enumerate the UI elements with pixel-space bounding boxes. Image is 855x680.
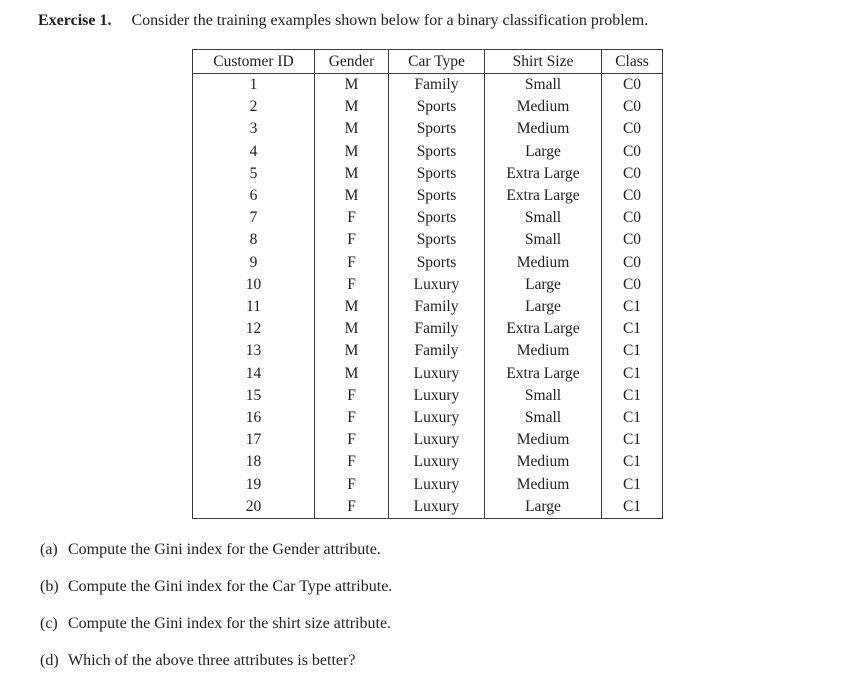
table-cell: 4 <box>249 142 258 160</box>
question-a <box>40 540 855 560</box>
table-cell: Small <box>485 385 602 407</box>
table-header-row <box>193 50 663 74</box>
exercise-label: Exercise 1. <box>38 12 112 29</box>
table-cell: M <box>315 363 389 385</box>
table-row <box>193 296 663 318</box>
table-cell: 19 <box>245 475 262 493</box>
question-label: (d) <box>40 652 59 670</box>
table-cell: F <box>315 207 389 229</box>
table-cell: Luxury <box>389 451 485 473</box>
table-cell: F <box>315 274 389 296</box>
table-cell: C0 <box>602 252 663 274</box>
table-cell: M <box>315 318 389 340</box>
question-label: (b) <box>40 578 59 596</box>
table-cell: M <box>315 141 389 163</box>
table-row <box>193 496 663 519</box>
table-cell: 18 <box>245 453 262 471</box>
table-cell: 14 <box>245 364 262 382</box>
table-cell: C0 <box>602 229 663 251</box>
table-cell: Small <box>485 229 602 251</box>
column-header-gender: Gender <box>315 50 389 74</box>
table-cell: Sports <box>389 252 485 274</box>
table-cell: Extra Large <box>485 185 602 207</box>
table-cell: M <box>315 163 389 185</box>
table-cell: Medium <box>485 252 602 274</box>
table-row <box>193 207 663 229</box>
table-cell: 12 <box>245 320 262 338</box>
table-cell: C0 <box>602 207 663 229</box>
exercise-intro: Consider the training examples shown below for a binary classification problem. <box>131 12 649 29</box>
question-text: Compute the Gini index for the Gender attribute. <box>68 541 381 559</box>
table-cell: 20 <box>245 497 262 515</box>
question-label: (c) <box>40 615 58 633</box>
table-cell: M <box>315 118 389 140</box>
table-cell: Medium <box>485 429 602 451</box>
table-cell: Large <box>485 296 602 318</box>
table-row <box>193 451 663 473</box>
table-cell: Small <box>485 74 602 97</box>
table-cell: C1 <box>602 363 663 385</box>
table-cell: Luxury <box>389 496 485 519</box>
table-cell: Medium <box>485 474 602 496</box>
table-row <box>193 96 663 118</box>
table-cell: Family <box>389 318 485 340</box>
table-cell: F <box>315 229 389 251</box>
table-cell: C1 <box>602 407 663 429</box>
table-cell: 5 <box>249 164 258 182</box>
table-row <box>193 274 663 296</box>
table-cell: 1 <box>249 76 258 93</box>
table-row <box>193 385 663 407</box>
table-cell: C1 <box>602 340 663 362</box>
table-cell: M <box>315 185 389 207</box>
table-cell: C1 <box>602 474 663 496</box>
table-cell: Small <box>485 407 602 429</box>
table-cell: Sports <box>389 141 485 163</box>
table-row <box>193 340 663 362</box>
table-cell: Luxury <box>389 274 485 296</box>
question-label: (a) <box>40 541 58 559</box>
table-cell: C1 <box>602 385 663 407</box>
table-cell: M <box>315 296 389 318</box>
table-cell: 7 <box>249 209 258 227</box>
table-cell: F <box>315 451 389 473</box>
table-row <box>193 252 663 274</box>
question-text: Compute the Gini index for the Car Type attribute. <box>68 578 393 596</box>
table-cell: C0 <box>602 141 663 163</box>
table-cell: Medium <box>485 96 602 118</box>
question-d <box>40 651 855 671</box>
table-cell: Extra Large <box>485 318 602 340</box>
table-cell: Sports <box>389 96 485 118</box>
table-cell: 16 <box>245 409 262 427</box>
table-cell: M <box>315 74 389 97</box>
table-cell: C1 <box>602 451 663 473</box>
column-header-shirt-size: Shirt Size <box>485 50 602 74</box>
table-cell: Medium <box>485 451 602 473</box>
table-cell: 11 <box>246 298 261 316</box>
table-row <box>193 163 663 185</box>
table-cell: Sports <box>389 163 485 185</box>
table-cell: F <box>315 385 389 407</box>
table-cell: Family <box>389 296 485 318</box>
table-cell: Luxury <box>389 385 485 407</box>
table-cell: F <box>315 474 389 496</box>
table-cell: 2 <box>249 98 258 116</box>
table-cell: 3 <box>249 120 258 138</box>
table-cell: 9 <box>249 253 258 271</box>
table-cell: C1 <box>602 429 663 451</box>
table-cell: 13 <box>245 342 262 360</box>
exercise-heading <box>0 0 855 31</box>
table-cell: C1 <box>602 496 663 519</box>
table-row <box>193 363 663 385</box>
table-body <box>193 74 663 519</box>
table-cell: Sports <box>389 118 485 140</box>
table-cell: C1 <box>602 318 663 340</box>
table-row <box>193 118 663 140</box>
table-row <box>193 229 663 251</box>
table-cell: Sports <box>389 207 485 229</box>
table-cell: Medium <box>485 340 602 362</box>
questions-list <box>40 540 855 671</box>
table-cell: Luxury <box>389 429 485 451</box>
table-row <box>193 318 663 340</box>
training-examples-table <box>192 49 663 519</box>
table-cell: C0 <box>602 118 663 140</box>
table-cell: Medium <box>485 118 602 140</box>
question-b <box>40 577 855 597</box>
table-cell: Large <box>485 141 602 163</box>
table-cell: F <box>315 496 389 519</box>
table-cell: Family <box>389 74 485 97</box>
table-row <box>193 185 663 207</box>
table-cell: Extra Large <box>485 363 602 385</box>
table-cell: Luxury <box>389 474 485 496</box>
table-cell: 10 <box>245 275 262 293</box>
question-c <box>40 614 855 634</box>
table-cell: Large <box>485 274 602 296</box>
question-text: Compute the Gini index for the shirt size attribute. <box>68 615 392 633</box>
table-cell: M <box>315 340 389 362</box>
table-cell: 15 <box>245 386 262 404</box>
table-row <box>193 407 663 429</box>
table-cell: F <box>315 429 389 451</box>
question-text: Which of the above three attributes is better? <box>68 652 356 670</box>
table-cell: C0 <box>602 185 663 207</box>
table-cell: F <box>315 252 389 274</box>
table-cell: 8 <box>249 231 258 249</box>
table-cell: C1 <box>602 296 663 318</box>
table-cell: F <box>315 407 389 429</box>
table-cell: C0 <box>602 96 663 118</box>
table-row <box>193 429 663 451</box>
table-cell: Sports <box>389 229 485 251</box>
table-cell: Small <box>485 207 602 229</box>
table-cell: Family <box>389 340 485 362</box>
column-header-class: Class <box>602 50 663 74</box>
table-cell: Luxury <box>389 363 485 385</box>
table-cell: Large <box>485 496 602 519</box>
table-row <box>193 74 663 97</box>
column-header-customer-id: Customer ID <box>193 50 315 74</box>
table-cell: C0 <box>602 163 663 185</box>
table-cell: 6 <box>249 187 258 205</box>
table-cell: Sports <box>389 185 485 207</box>
table-row <box>193 141 663 163</box>
table-cell: C0 <box>602 74 663 97</box>
table-cell: C0 <box>602 274 663 296</box>
table-row <box>193 474 663 496</box>
table-cell: M <box>315 96 389 118</box>
column-header-car-type: Car Type <box>389 50 485 74</box>
table-cell: 17 <box>245 431 262 449</box>
table-cell: Extra Large <box>485 163 602 185</box>
table-cell: Luxury <box>389 407 485 429</box>
